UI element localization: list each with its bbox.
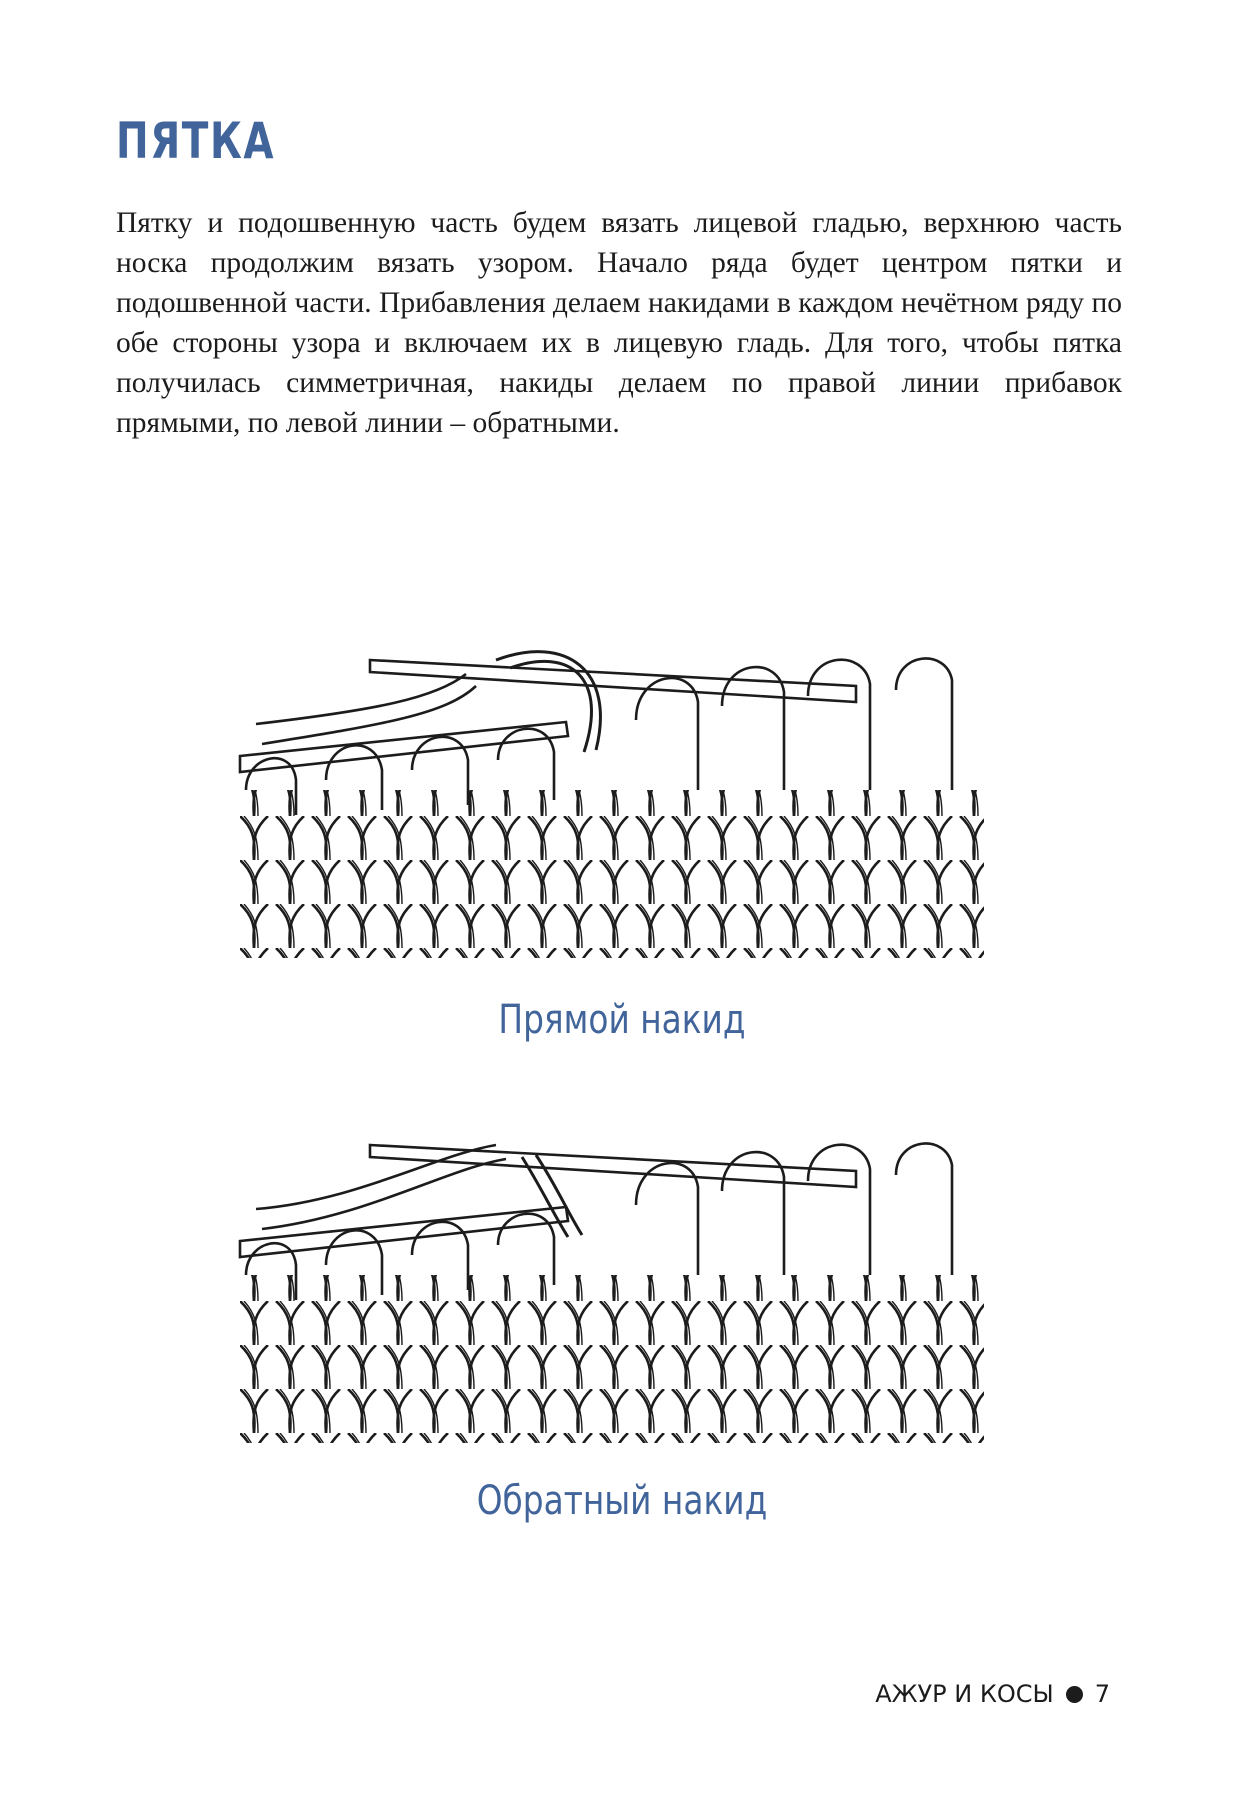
page-number: 7: [1094, 1680, 1110, 1708]
body-paragraph: Пятку и подошвенную часть будем вязать лицевой гладью, верхнюю часть носка продолжим вязать узором. Начало ряда будет центром пятки и подошвенной части. Прибавления делаем накидами в каждом нечётном ряду по обе стороны узора и включаем их в лицевую гладь. Для того, чтобы пятка получилась симметричная, накиды делаем по правой линии прибавок прямыми, по левой линии – обратными.: [116, 207, 1122, 439]
caption-straight-yarnover: Прямой накид: [498, 997, 746, 1043]
page-title: ПЯТКА: [116, 112, 276, 170]
knitting-illustration-straight: [236, 640, 988, 960]
caption-reverse-yarnover: Обратный накид: [476, 1478, 768, 1524]
knitting-illustration-reverse: [236, 1125, 988, 1445]
footer-section-title: АЖУР И КОСЫ: [875, 1680, 1054, 1708]
page-footer: [875, 1680, 1110, 1708]
knitting-diagram: [236, 1125, 988, 1445]
bullet-icon: [1066, 1686, 1083, 1703]
knitting-diagram: [236, 640, 988, 960]
